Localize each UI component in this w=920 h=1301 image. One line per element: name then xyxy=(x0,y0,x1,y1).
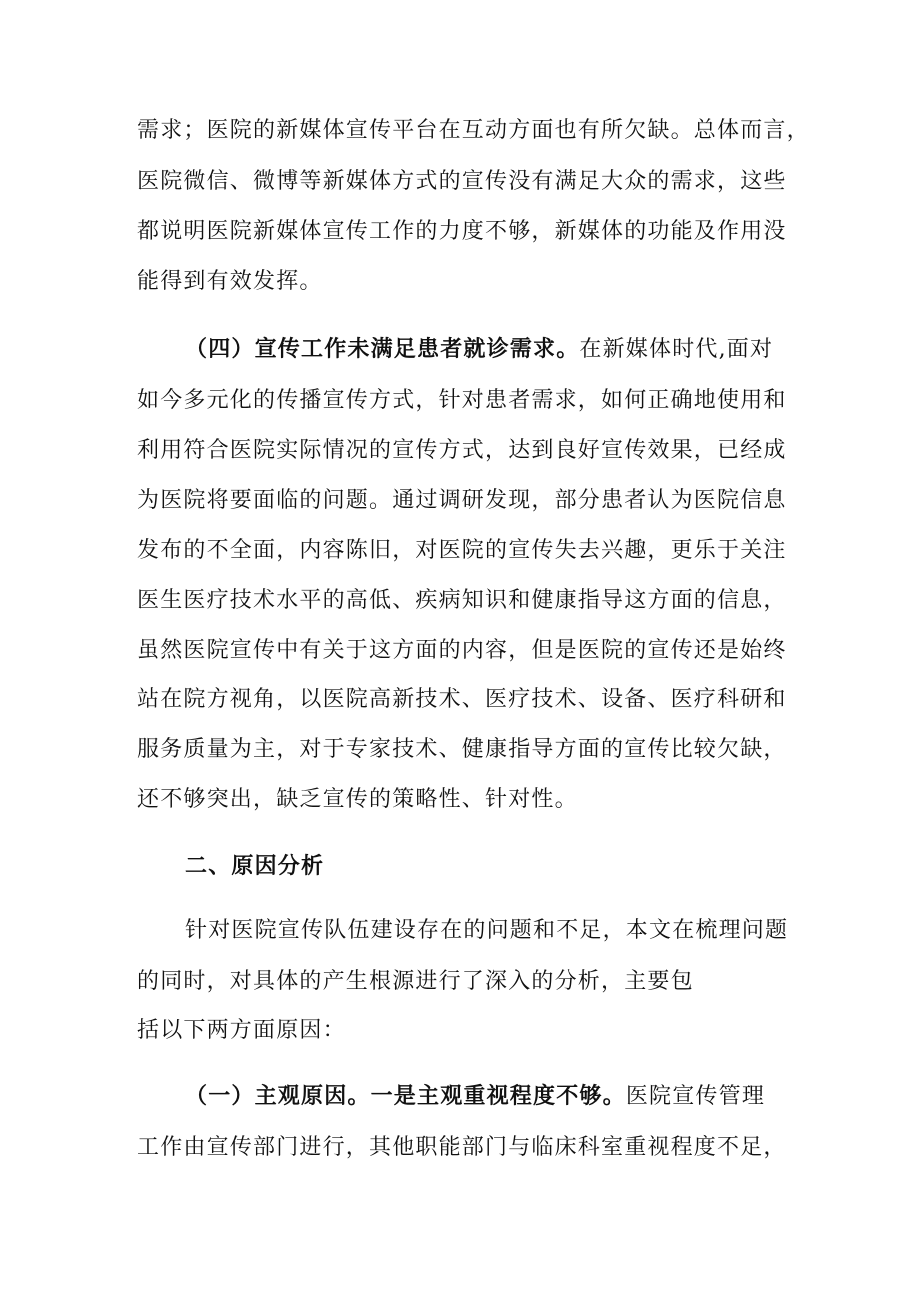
paragraph-2-heading: （四）宣传工作未满足患者就诊需求。 xyxy=(185,337,580,362)
paragraph-2-line-2: 如今多元化的传播宣传方式，针对患者需求，如何正确地使用和 xyxy=(137,388,787,413)
paragraph-2-line-9: 服务质量为主，对于专家技术、健康指导方面的宣传比较欠缺， xyxy=(137,737,787,762)
paragraph-1-line-2: 医院微信、微博等新媒体方式的宣传没有满足大众的需求，这些 xyxy=(137,169,787,194)
paragraph-2-line-7: 虽然医院宣传中有关于这方面的内容，但是医院的宣传还是始终 xyxy=(137,638,787,663)
paragraph-4-line-1 xyxy=(185,1083,765,1111)
paragraph-2-line-6: 医生医疗技术水平的高低、疾病知识和健康指导这方面的信息， xyxy=(137,588,787,613)
paragraph-1-line-4: 能得到有效发挥。 xyxy=(137,269,323,294)
paragraph-3-line-1: 针对医院宣传队伍建设存在的问题和不足，本文在梳理问题 xyxy=(185,918,789,943)
paragraph-3-line-3: 括以下两方面原因： xyxy=(137,1018,346,1043)
paragraph-4-first-line-rest: 医院宣传管理 xyxy=(625,1084,766,1109)
paragraph-4-line-2: 工作由宣传部门进行，其他职能部门与临床科室重视程度不足， xyxy=(137,1135,787,1160)
section-heading: 二、原因分析 xyxy=(185,854,325,879)
paragraph-1-line-1: 需求；医院的新媒体宣传平台在互动方面也有所欠缺。总体而言， xyxy=(137,118,810,143)
paragraph-2-line-8: 站在院方视角，以医院高新技术、医疗技术、设备、医疗科研和 xyxy=(137,687,787,712)
paragraph-2-line-5: 发布的不全面，内容陈旧，对医院的宣传失去兴趣，更乐于关注 xyxy=(137,538,787,563)
paragraph-2-line-1 xyxy=(185,336,773,364)
paragraph-4-heading: （一）主观原因。一是主观重视程度不够。 xyxy=(185,1084,626,1109)
paragraph-2-line-3: 利用符合医院实际情况的宣传方式，达到良好宣传效果，已经成 xyxy=(137,438,787,463)
paragraph-1-line-3: 都说明医院新媒体宣传工作的力度不够，新媒体的功能及作用没 xyxy=(137,219,787,244)
paragraph-3-line-2: 的同时，对具体的产生根源进行了深入的分析，主要包 xyxy=(137,969,694,994)
paragraph-2-line-10: 还不够突出，缺乏宣传的策略性、针对性。 xyxy=(137,787,578,812)
paragraph-2-first-line-rest: 在新媒体时代,面对 xyxy=(579,337,774,362)
paragraph-2-line-4: 为医院将要面临的问题。通过调研发现，部分患者认为医院信息 xyxy=(137,488,787,513)
